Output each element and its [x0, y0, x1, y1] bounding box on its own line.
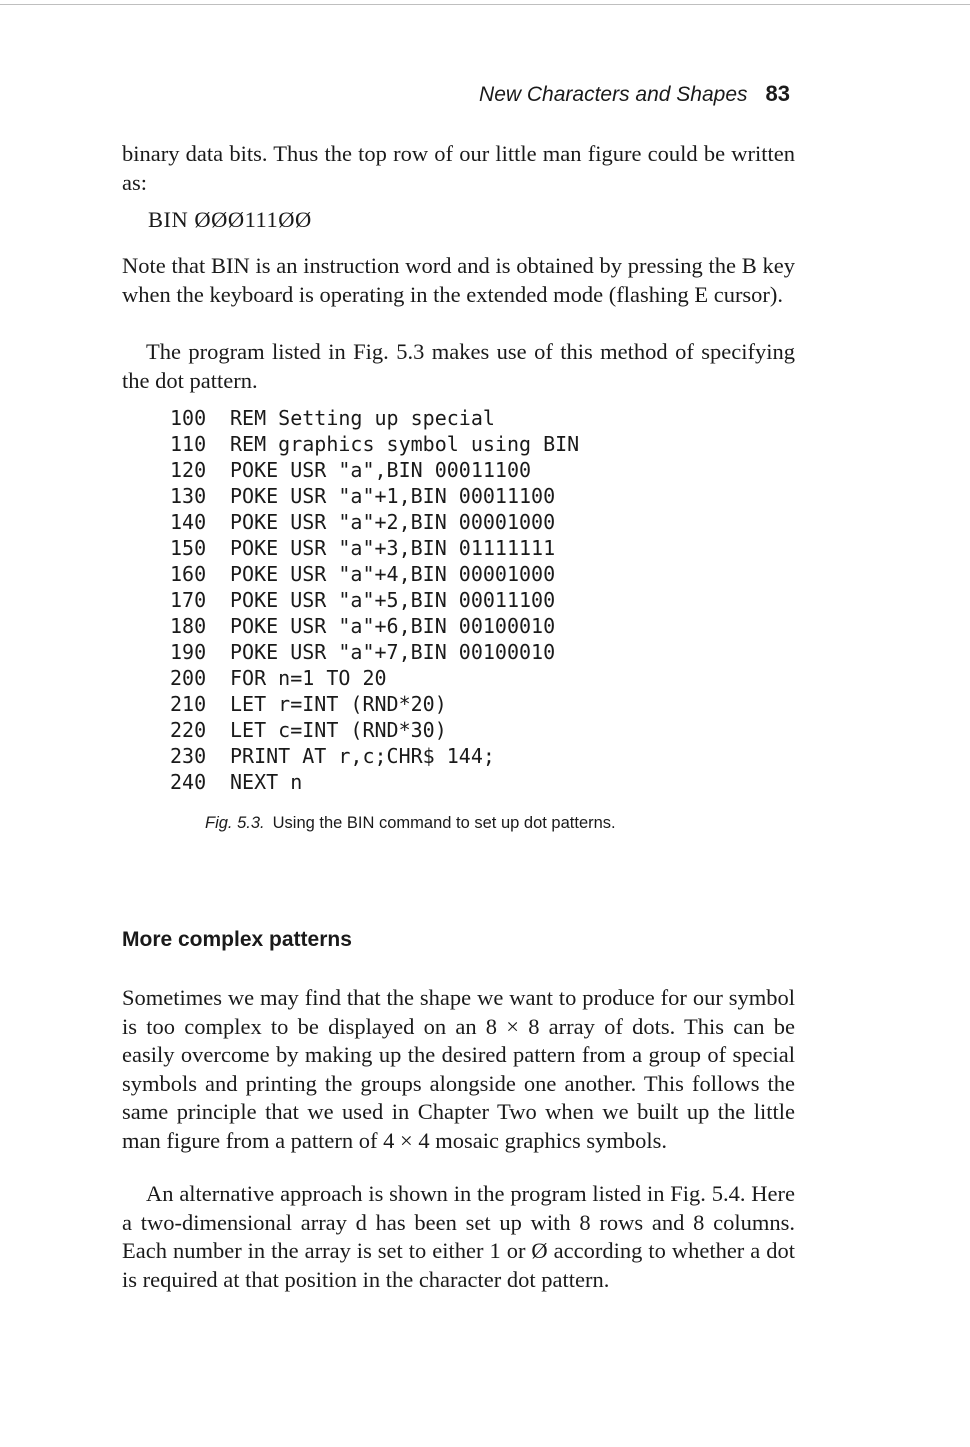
paragraph-program-intro: The program listed in Fig. 5.3 makes use of this method of specifying the dot pattern.: [122, 339, 795, 393]
code-line: [170, 431, 770, 457]
code-text: POKE USR "a"+6,BIN 00100010: [230, 614, 556, 638]
code-line: [170, 535, 770, 561]
line-number: 190: [170, 640, 207, 664]
figure-label: Fig. 5.3.: [205, 814, 265, 832]
line-number: 110: [170, 432, 207, 456]
code-text: LET c=INT (RND*30): [230, 718, 447, 742]
line-number: 150: [170, 536, 207, 560]
code-line: [170, 587, 770, 613]
line-number: 160: [170, 562, 207, 586]
code-line: [170, 613, 770, 639]
section-heading: More complex patterns: [122, 928, 352, 951]
page-number: 83: [765, 81, 790, 106]
code-line: [170, 665, 770, 691]
code-line: [170, 483, 770, 509]
code-line: [170, 691, 770, 717]
line-number: 200: [170, 666, 207, 690]
paragraph-binary-bits: binary data bits. Thus the top row of our little man figure could be written as:: [122, 141, 795, 195]
code-text: REM graphics symbol using BIN: [230, 432, 580, 456]
line-number: 100: [170, 406, 207, 430]
page-header: [120, 80, 790, 109]
line-number: 130: [170, 484, 207, 508]
code-text: POKE USR "a"+1,BIN 00011100: [230, 484, 556, 508]
code-line: [170, 457, 770, 483]
code-text: NEXT n: [230, 770, 303, 794]
top-rule: [0, 4, 970, 5]
code-line: [170, 717, 770, 743]
line-number: 210: [170, 692, 207, 716]
code-line: [170, 743, 770, 769]
code-text: POKE USR "a"+7,BIN 00100010: [230, 640, 556, 664]
code-text: REM Setting up special: [230, 406, 495, 430]
code-text: PRINT AT r,c;CHR$ 144;: [230, 744, 495, 768]
line-number: 220: [170, 718, 207, 742]
line-number: 140: [170, 510, 207, 534]
program-listing: [170, 405, 770, 795]
code-text: POKE USR "a"+3,BIN 01111111: [230, 536, 556, 560]
bin-example: BIN ØØØ111ØØ: [148, 207, 312, 232]
code-text: LET r=INT (RND*20): [230, 692, 447, 716]
paragraph-alternative-approach: An alternative approach is shown in the program listed in Fig. 5.4. Here a two-dimensional array d has been set up with 8 rows and 8 columns. Each number in the array is set to either 1 or Ø according to whether a dot is required at that position in the character dot pattern.: [122, 1181, 795, 1292]
code-text: POKE USR "a"+4,BIN 00001000: [230, 562, 556, 586]
code-line: [170, 769, 770, 795]
figure-caption: [205, 812, 616, 834]
figure-caption-text: Using the BIN command to set up dot patterns.: [272, 814, 616, 832]
code-line: [170, 509, 770, 535]
line-number: 230: [170, 744, 207, 768]
code-line: [170, 561, 770, 587]
code-text: POKE USR "a",BIN 00011100: [230, 458, 532, 482]
line-number: 170: [170, 588, 207, 612]
line-number: 120: [170, 458, 207, 482]
code-line: [170, 405, 770, 431]
code-text: POKE USR "a"+5,BIN 00011100: [230, 588, 556, 612]
code-text: FOR n=1 TO 20: [230, 666, 387, 690]
line-number: 180: [170, 614, 207, 638]
paragraph-bin-instruction: Note that BIN is an instruction word and is obtained by pressing the B key when the keyboard is operating in the extended mode (flashing E cursor).: [122, 253, 795, 307]
code-line: [170, 639, 770, 665]
paragraph-complex-patterns: Sometimes we may find that the shape we want to produce for our symbol is too complex to be displayed on an 8 × 8 array of dots. This can be easily overcome by making up the desired pattern from a group of special symbols and printing the groups alongside one another. This follows the same principle that we used in Chapter Two when we built up the little man figure from a pattern of 4 × 4 mosaic graphics symbols.: [122, 985, 795, 1153]
code-text: POKE USR "a"+2,BIN 00001000: [230, 510, 556, 534]
line-number: 240: [170, 770, 207, 794]
running-title: New Characters and Shapes: [479, 83, 748, 106]
